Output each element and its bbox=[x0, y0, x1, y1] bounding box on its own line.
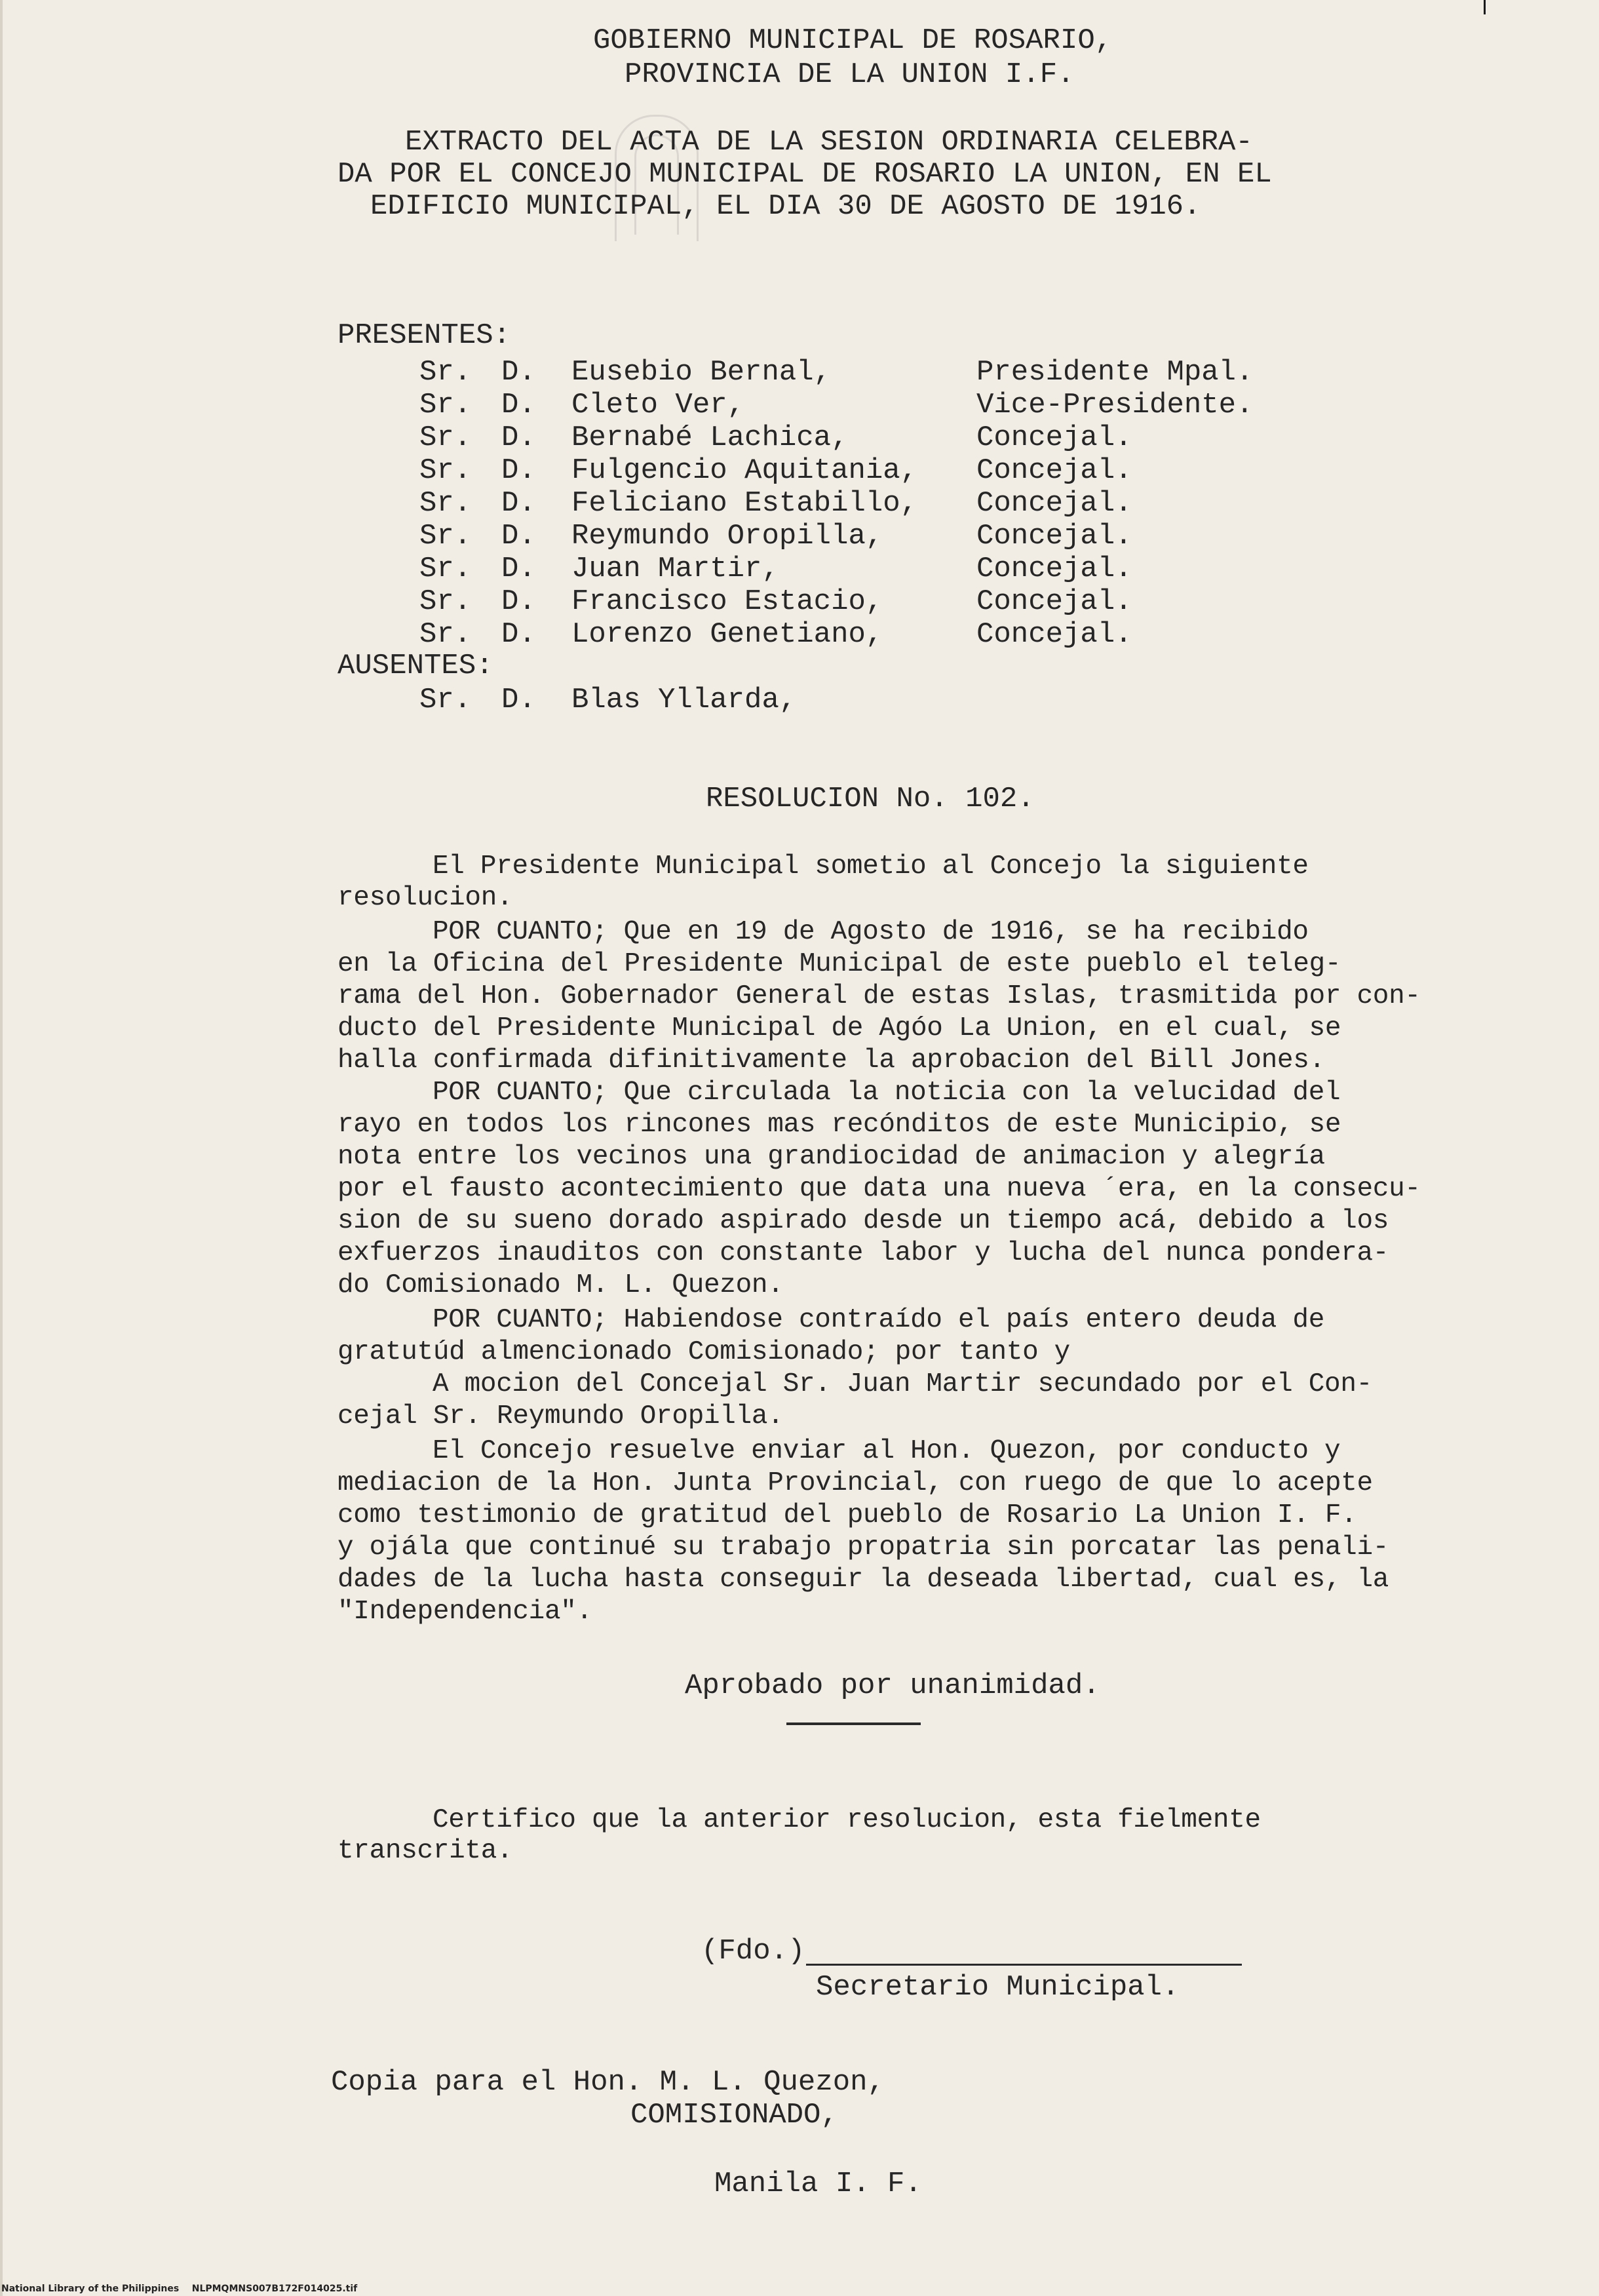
attendee-name: Cleto Ver, bbox=[571, 389, 745, 421]
scan-edge-mark-left bbox=[0, 0, 3, 2296]
body-line: mediacion de la Hon. Junta Provincial, con ruego de que lo acepte bbox=[337, 1468, 1373, 1498]
attendee-title: Sr. bbox=[419, 454, 472, 487]
resolution-title: RESOLUCION No. 102. bbox=[706, 783, 1035, 815]
attendee-title: Sr. bbox=[419, 421, 472, 454]
signature-line bbox=[806, 1964, 1242, 1966]
body-line: en la Oficina del Presidente Municipal de este pueblo el teleg- bbox=[337, 949, 1341, 979]
approved-line: Aprobado por unanimidad. bbox=[685, 1669, 1100, 1702]
attendee-role: Concejal. bbox=[976, 553, 1132, 585]
attendee-title: Sr. bbox=[419, 684, 472, 716]
body-line: y ojála que continué su trabajo propatria sin porcatar las penali- bbox=[337, 1532, 1389, 1563]
attendee-title: Sr. bbox=[419, 618, 472, 651]
presentes-label: PRESENTES: bbox=[337, 319, 511, 352]
attendee-role: Concejal. bbox=[976, 520, 1132, 553]
attendee-title: Sr. bbox=[419, 487, 472, 520]
attendee-d: D. bbox=[501, 520, 536, 553]
body-line: cejal Sr. Reymundo Oropilla. bbox=[337, 1401, 784, 1431]
attendee-role: Concejal. bbox=[976, 454, 1132, 487]
attendee-name: Fulgencio Aquitania, bbox=[571, 454, 918, 487]
extract-line-3: EDIFICIO MUNICIPAL, EL DIA 30 DE AGOSTO DE 1916. bbox=[370, 190, 1201, 223]
attendee-d: D. bbox=[501, 487, 536, 520]
signature-title: Secretario Municipal. bbox=[816, 1971, 1180, 2004]
attendee-name: Lorenzo Genetiano, bbox=[571, 618, 883, 651]
body-line: resolucion. bbox=[337, 883, 513, 913]
attendee-d: D. bbox=[501, 585, 536, 618]
attendee-role: Vice-Presidente. bbox=[976, 389, 1254, 421]
body-line: como testimonio de gratitud del pueblo de Rosario La Union I. F. bbox=[337, 1500, 1357, 1530]
body-line: ducto del Presidente Municipal de Agóo La Union, en el cual, se bbox=[337, 1013, 1341, 1043]
attendee-d: D. bbox=[501, 389, 536, 421]
extract-line-1: EXTRACTO DEL ACTA DE LA SESION ORDINARIA CELEBRA- bbox=[405, 126, 1253, 159]
ausentes-label: AUSENTES: bbox=[337, 650, 493, 682]
attendee-d: D. bbox=[501, 684, 536, 716]
archive-footer: National Library of the Philippines NLPMQMNS007B172F014025.tif bbox=[1, 2284, 358, 2294]
attendee-name: Feliciano Estabillo, bbox=[571, 487, 918, 520]
header-line-1: GOBIERNO MUNICIPAL DE ROSARIO, bbox=[593, 24, 1113, 57]
attendee-name: Eusebio Bernal, bbox=[571, 356, 832, 389]
body-line: por el fausto acontecimiento que data una nueva ´era, en la consecu- bbox=[337, 1174, 1421, 1204]
copy-line-3: Manila I. F. bbox=[714, 2168, 922, 2200]
body-line: exfuerzos inauditos con constante labor y lucha del nunca pondera- bbox=[337, 1238, 1389, 1268]
body-line: "Independencia". bbox=[337, 1597, 592, 1627]
attendee-role: Concejal. bbox=[976, 618, 1132, 651]
body-line: sion de su sueno dorado aspirado desde un tiempo acá, debido a los bbox=[337, 1206, 1389, 1236]
body-line: El Concejo resuelve enviar al Hon. Quezon, por conducto y bbox=[433, 1436, 1341, 1466]
attendee-role: Presidente Mpal. bbox=[976, 356, 1254, 389]
certification-line-1: Certifico que la anterior resolucion, esta fielmente bbox=[433, 1805, 1261, 1835]
signature-fdo: (Fdo.) bbox=[701, 1935, 805, 1968]
attendee-title: Sr. bbox=[419, 553, 472, 585]
body-line: rayo en todos los rincones mas recónditos de este Municipio, se bbox=[337, 1110, 1341, 1140]
attendee-name: Juan Martir, bbox=[571, 553, 779, 585]
scan-edge-mark bbox=[1484, 0, 1486, 14]
body-line: El Presidente Municipal sometio al Concejo la siguiente bbox=[433, 851, 1309, 882]
copy-line-1: Copia para el Hon. M. L. Quezon, bbox=[331, 2066, 885, 2099]
body-line: dades de la lucha hasta conseguir la deseada libertad, cual es, la bbox=[337, 1565, 1389, 1595]
attendee-name: Reymundo Oropilla, bbox=[571, 520, 883, 553]
attendee-d: D. bbox=[501, 618, 536, 651]
certification-line-2: transcrita. bbox=[337, 1836, 513, 1866]
body-line: rama del Hon. Gobernador General de estas Islas, trasmitida por con- bbox=[337, 981, 1421, 1011]
attendee-title: Sr. bbox=[419, 585, 472, 618]
attendee-name: Blas Yllarda, bbox=[571, 684, 797, 716]
copy-line-2: COMISIONADO, bbox=[630, 2099, 838, 2131]
header-line-2: PROVINCIA DE LA UNION I.F. bbox=[625, 58, 1075, 91]
body-line: do Comisionado M. L. Quezon. bbox=[337, 1270, 784, 1300]
attendee-name: Bernabé Lachica, bbox=[571, 421, 849, 454]
body-line: halla confirmada difinitivamente la aprobacion del Bill Jones. bbox=[337, 1045, 1325, 1076]
body-line: POR CUANTO; Que circulada la noticia con la velucidad del bbox=[433, 1078, 1341, 1108]
attendee-d: D. bbox=[501, 421, 536, 454]
attendee-role: Concejal. bbox=[976, 487, 1132, 520]
body-line: nota entre los vecinos una grandiocidad de animacion y alegría bbox=[337, 1142, 1325, 1172]
attendee-title: Sr. bbox=[419, 356, 472, 389]
attendee-role: Concejal. bbox=[976, 421, 1132, 454]
extract-line-2: DA POR EL CONCEJO MUNICIPAL DE ROSARIO LA UNION, EN EL bbox=[337, 158, 1272, 191]
approved-dash bbox=[786, 1722, 921, 1725]
body-line: A mocion del Concejal Sr. Juan Martir secundado por el Con- bbox=[433, 1369, 1372, 1399]
attendee-role: Concejal. bbox=[976, 585, 1132, 618]
body-line: gratutúd almencionado Comisionado; por tanto y bbox=[337, 1337, 1070, 1367]
attendee-d: D. bbox=[501, 454, 536, 487]
body-line: POR CUANTO; Habiendose contraído el país entero deuda de bbox=[433, 1305, 1325, 1335]
attendee-d: D. bbox=[501, 356, 536, 389]
attendee-name: Francisco Estacio, bbox=[571, 585, 883, 618]
body-line: POR CUANTO; Que en 19 de Agosto de 1916, se ha recibido bbox=[433, 917, 1309, 947]
attendee-d: D. bbox=[501, 553, 536, 585]
attendee-title: Sr. bbox=[419, 520, 472, 553]
attendee-title: Sr. bbox=[419, 389, 472, 421]
